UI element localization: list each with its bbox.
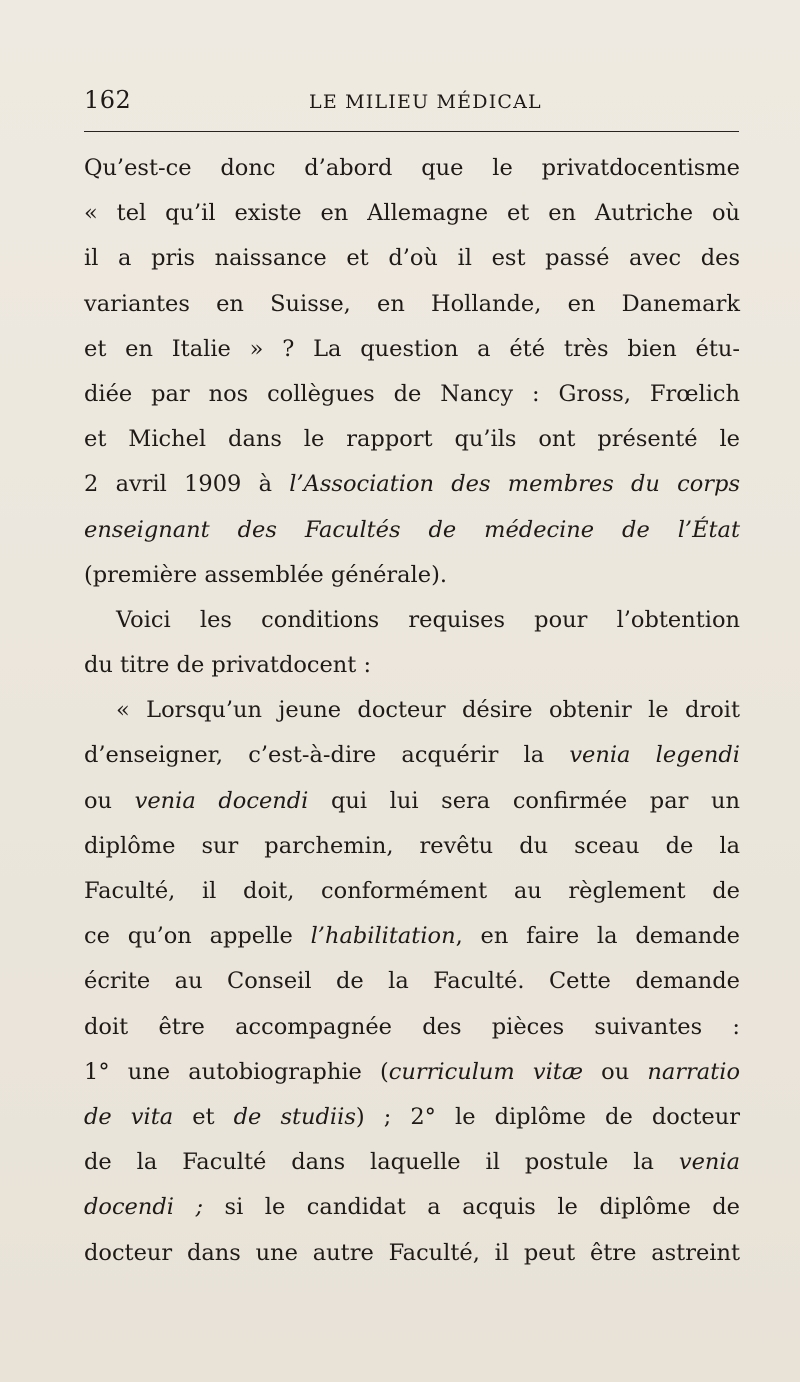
text-line: il a pris naissance et d’où il est passé avec des <box>84 245 740 272</box>
text-line: écrite au Conseil de la Faculté. Cette demande <box>84 968 740 995</box>
text-line <box>84 1140 740 1185</box>
text-line: du titre de privatdocent : <box>84 652 372 679</box>
text-line: (première assemblée générale). <box>84 561 447 588</box>
text-segment: , en faire la demande <box>455 923 740 950</box>
italic-segment: venia docendi <box>134 787 309 814</box>
text-segment: si le candidat a acquis le diplôme de <box>203 1194 740 1221</box>
italic-segment: l’habilitation <box>310 923 456 950</box>
text-segment: 1° une autobiographie ( <box>84 1058 389 1085</box>
body-text <box>84 146 740 1276</box>
text-segment: ) ; 2° le diplôme de docteur <box>355 1103 740 1130</box>
text-line <box>84 1050 740 1095</box>
text-segment: et <box>173 1103 234 1130</box>
text-line <box>84 733 740 778</box>
page-number: 162 <box>84 86 132 114</box>
text-line: Faculté, il doit, conformément au règlement de <box>84 878 740 904</box>
italic-segment: curriculum vitæ <box>388 1058 583 1085</box>
text-segment: ou <box>84 787 135 814</box>
page-header <box>84 86 744 120</box>
text-line: variantes en Suisse, en Hollande, en Danemark <box>84 290 740 317</box>
text-line <box>84 914 740 959</box>
text-line: « Lorsqu’un jeune docteur désire obtenir le droit <box>116 697 740 724</box>
text-segment: ce qu’on appelle <box>84 923 311 950</box>
text-line <box>84 462 740 507</box>
text-segment: d’enseigner, c’est-à-dire acquérir la <box>84 742 570 769</box>
text-line <box>84 1185 740 1230</box>
running-head: LE MILIEU MÉDICAL <box>309 91 542 113</box>
text-line: et en Italie » ? La question a été très bien étu- <box>84 335 740 362</box>
italic-segment: docendi ; <box>84 1194 204 1221</box>
text-line: diplôme sur parchemin, revêtu du sceau de la <box>84 832 740 859</box>
text-line <box>84 1095 740 1140</box>
italic-segment: narratio <box>647 1058 740 1085</box>
italic-segment: venia <box>678 1149 740 1176</box>
italic-segment: l’Association des membres du corps <box>289 471 740 498</box>
text-line: « tel qu’il existe en Allemagne et en Autriche où <box>84 200 740 227</box>
text-line: enseignant des Facultés de médecine de l’État <box>84 516 740 543</box>
text-segment: qui lui sera confirmée par un <box>308 787 740 814</box>
italic-segment: de vita <box>84 1103 174 1130</box>
text-line: doit être accompagnée des pièces suivantes : <box>84 1013 740 1040</box>
text-line <box>84 779 740 824</box>
text-segment: de la Faculté dans laquelle il postule la <box>84 1149 679 1176</box>
text-segment: ou <box>582 1058 648 1085</box>
italic-segment: de studiis <box>233 1103 356 1130</box>
text-segment: 2 avril 1909 à <box>84 471 290 498</box>
text-line: et Michel dans le rapport qu’ils ont présenté le <box>84 426 740 453</box>
text-line: diée par nos collègues de Nancy : Gross, Frœlich <box>84 380 740 407</box>
text-line: Qu’est-ce donc d’abord que le privatdocentisme <box>84 155 740 181</box>
text-line: docteur dans une autre Faculté, il peut être astreint <box>84 1239 740 1266</box>
text-line: Voici les conditions requises pour l’obtention <box>116 606 740 633</box>
italic-segment: venia legendi <box>569 742 740 769</box>
header-rule <box>84 131 739 132</box>
